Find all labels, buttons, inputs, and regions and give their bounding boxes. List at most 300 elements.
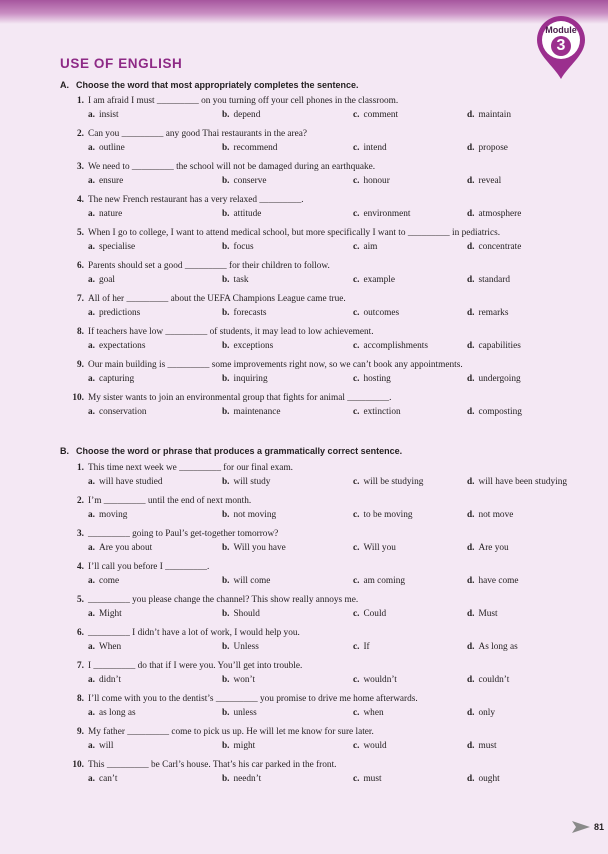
answer-option[interactable] [88, 241, 135, 253]
section-letter: A. [60, 80, 69, 90]
question-number: 6. [77, 628, 84, 638]
question-text: When I go to college, I want to attend medical school, but more specifically I want to _________ in pediatrics. [88, 228, 501, 238]
answer-option[interactable] [222, 542, 286, 554]
answer-option[interactable] [353, 340, 428, 352]
question [72, 462, 592, 488]
question [72, 227, 592, 253]
option-letter: c. [353, 341, 360, 351]
option-text: reveal [478, 176, 502, 186]
option-letter: d. [467, 642, 475, 652]
option-text: will study [233, 477, 271, 487]
options-row [72, 142, 592, 154]
option-letter: a. [88, 708, 95, 718]
option-letter: a. [88, 510, 95, 520]
option-letter: c. [353, 708, 360, 718]
question-text: This _________ be Carl’s house. That’s his car parked in the front. [88, 760, 337, 770]
question [72, 528, 592, 554]
options-row [72, 241, 592, 253]
option-letter: d. [467, 576, 475, 586]
answer-option[interactable] [467, 608, 498, 620]
question [72, 726, 592, 752]
question-line [72, 693, 592, 707]
option-text: not moving [233, 510, 277, 520]
answer-option[interactable] [222, 509, 276, 521]
answer-option[interactable] [467, 109, 511, 121]
option-text: ought [478, 774, 500, 784]
option-text: will be studying [363, 477, 424, 487]
option-letter: d. [467, 143, 475, 153]
answer-option[interactable] [353, 175, 390, 187]
question-line [72, 392, 592, 406]
option-letter: a. [88, 642, 95, 652]
question [72, 95, 592, 121]
question [72, 693, 592, 719]
option-text: comment [363, 110, 399, 120]
answer-option[interactable] [222, 208, 261, 220]
option-text: As long as [478, 642, 518, 652]
answer-option[interactable] [222, 142, 277, 154]
question-text: I am afraid I must _________ on you turning off your cell phones in the classroom. [88, 96, 399, 106]
option-letter: b. [222, 209, 230, 219]
options-row [72, 674, 592, 686]
answer-option[interactable] [88, 509, 127, 521]
option-text: Should [233, 609, 260, 619]
option-letter: c. [353, 242, 360, 252]
option-text: will have studied [98, 477, 163, 487]
answer-option[interactable] [88, 641, 121, 653]
option-letter: c. [353, 407, 360, 417]
option-text: atmosphere [478, 209, 522, 219]
option-text: Must [478, 609, 498, 619]
answer-option[interactable] [467, 740, 497, 752]
question-line [72, 359, 592, 373]
option-text: Will you [363, 543, 396, 553]
question [72, 495, 592, 521]
option-text: would [363, 741, 387, 751]
answer-option[interactable] [88, 608, 122, 620]
option-letter: b. [222, 543, 230, 553]
option-letter: c. [353, 110, 360, 120]
answer-option[interactable] [353, 142, 387, 154]
option-letter: c. [353, 308, 360, 318]
option-letter: d. [467, 741, 475, 751]
answer-option[interactable] [467, 476, 567, 488]
option-letter: b. [222, 242, 230, 252]
option-text: might [233, 741, 256, 751]
question-line [72, 462, 592, 476]
question-text: All of her _________ about the UEFA Champions League came true. [88, 294, 346, 304]
section-instruction: Choose the word or phrase that produces a grammatically correct sentence. [76, 446, 403, 456]
option-text: Are you about [98, 543, 153, 553]
question-line [72, 660, 592, 674]
option-letter: c. [353, 477, 360, 487]
answer-option[interactable] [88, 542, 152, 554]
answer-option[interactable] [467, 641, 518, 653]
question-number: 4. [77, 562, 84, 572]
option-text: expectations [98, 341, 146, 351]
answer-option[interactable] [222, 241, 254, 253]
answer-option[interactable] [353, 707, 384, 719]
option-text: intend [363, 143, 387, 153]
option-letter: d. [467, 675, 475, 685]
option-text: needn’t [233, 774, 262, 784]
answer-option[interactable] [88, 109, 119, 121]
option-text: undergoing [478, 374, 521, 384]
answer-option[interactable] [88, 707, 136, 719]
option-letter: c. [353, 176, 360, 186]
answer-option[interactable] [353, 608, 386, 620]
question [72, 194, 592, 220]
options-row [72, 773, 592, 785]
option-text: outcomes [363, 308, 400, 318]
answer-option[interactable] [88, 674, 121, 686]
module-label: Module [545, 25, 577, 35]
options-row [72, 208, 592, 220]
option-letter: a. [88, 341, 95, 351]
question-text: _________ going to Paul’s get-together tomorrow? [88, 529, 279, 539]
answer-option[interactable] [467, 175, 501, 187]
option-text: am coming [363, 576, 406, 586]
option-text: can’t [98, 774, 118, 784]
answer-option[interactable] [222, 340, 273, 352]
option-text: aim [363, 242, 378, 252]
question-line [72, 726, 592, 740]
answer-option[interactable] [353, 476, 423, 488]
answer-option[interactable] [88, 476, 163, 488]
option-text: outline [98, 143, 125, 153]
option-letter: d. [467, 209, 475, 219]
option-letter: d. [467, 407, 475, 417]
question-number: 9. [77, 727, 84, 737]
answer-option[interactable] [88, 406, 147, 418]
question-text: Can you _________ any good Thai restaurants in the area? [88, 129, 308, 139]
option-text: conservation [98, 407, 147, 417]
question-number: 5. [77, 228, 84, 238]
question [72, 359, 592, 385]
option-letter: d. [467, 275, 475, 285]
answer-option[interactable] [88, 773, 117, 785]
section-letter: B. [60, 446, 69, 456]
answer-option[interactable] [88, 740, 113, 752]
question-line [72, 128, 592, 142]
answer-option[interactable] [353, 509, 413, 521]
option-letter: c. [353, 609, 360, 619]
options-row [72, 307, 592, 319]
option-letter: c. [353, 774, 360, 784]
option-text: not move [478, 510, 514, 520]
option-letter: a. [88, 374, 95, 384]
answer-option[interactable] [467, 707, 495, 719]
answer-option[interactable] [88, 575, 119, 587]
option-letter: a. [88, 110, 95, 120]
answer-option[interactable] [467, 406, 522, 418]
question-number: 8. [77, 694, 84, 704]
section-heading [60, 446, 402, 456]
module-badge [535, 15, 587, 81]
option-text: wouldn’t [363, 675, 397, 685]
answer-option[interactable] [467, 542, 509, 554]
question-line [72, 95, 592, 109]
answer-option[interactable] [88, 307, 140, 319]
answer-option[interactable] [88, 208, 122, 220]
answer-option[interactable] [222, 575, 270, 587]
question-line [72, 227, 592, 241]
option-text: goal [98, 275, 115, 285]
answer-option[interactable] [222, 740, 255, 752]
option-text: specialise [98, 242, 136, 252]
answer-option[interactable] [222, 674, 255, 686]
option-letter: d. [467, 242, 475, 252]
question-text: This time next week we _________ for our final exam. [88, 463, 293, 473]
option-letter: a. [88, 143, 95, 153]
option-letter: a. [88, 675, 95, 685]
option-text: will [98, 741, 114, 751]
option-text: must [478, 741, 497, 751]
option-letter: d. [467, 176, 475, 186]
answer-option[interactable] [88, 175, 123, 187]
option-text: to be moving [363, 510, 413, 520]
answer-option[interactable] [467, 509, 513, 521]
answer-option[interactable] [222, 307, 267, 319]
module-number: 3 [551, 36, 571, 56]
answer-option[interactable] [353, 307, 399, 319]
option-text: example [363, 275, 395, 285]
option-text: focus [233, 242, 254, 252]
answer-option[interactable] [467, 208, 521, 220]
option-text: unless [233, 708, 257, 718]
options-row [72, 373, 592, 385]
option-letter: d. [467, 708, 475, 718]
options-row [72, 476, 592, 488]
question-line [72, 759, 592, 773]
answer-option[interactable] [467, 373, 521, 385]
option-text: Unless [233, 642, 259, 652]
top-gradient-band [0, 0, 608, 24]
options-row [72, 575, 592, 587]
options-row [72, 109, 592, 121]
question-number: 7. [77, 661, 84, 671]
question-number: 10. [72, 393, 84, 403]
option-text: accomplishments [363, 341, 429, 351]
option-letter: a. [88, 576, 95, 586]
option-text: Could [363, 609, 387, 619]
answer-option[interactable] [353, 274, 395, 286]
question-text: I’m _________ until the end of next month. [88, 496, 252, 506]
question-line [72, 561, 592, 575]
options-row [72, 406, 592, 418]
option-text: composting [478, 407, 522, 417]
option-text: insist [98, 110, 119, 120]
option-letter: b. [222, 275, 230, 285]
option-letter: b. [222, 510, 230, 520]
option-letter: b. [222, 110, 230, 120]
option-text: inquiring [233, 374, 268, 384]
answer-option[interactable] [353, 406, 401, 418]
options-row [72, 340, 592, 352]
answer-option[interactable] [353, 674, 397, 686]
answer-option[interactable] [467, 142, 508, 154]
section-heading [60, 80, 359, 90]
option-text: will have been studying [478, 477, 568, 487]
question [72, 326, 592, 352]
answer-option[interactable] [88, 142, 125, 154]
option-letter: b. [222, 308, 230, 318]
option-text: exceptions [233, 341, 274, 351]
option-text: honour [363, 176, 390, 186]
answer-option[interactable] [353, 208, 410, 220]
option-text: attitude [233, 209, 262, 219]
option-letter: a. [88, 209, 95, 219]
answer-option[interactable] [222, 773, 261, 785]
question [72, 293, 592, 319]
option-letter: b. [222, 576, 230, 586]
option-text: extinction [363, 407, 401, 417]
question-number: 1. [77, 96, 84, 106]
question-text: Our main building is _________ some improvements right now, so we can’t book any appointments. [88, 360, 463, 370]
question-text: I _________ do that if I were you. You’ll get into trouble. [88, 661, 303, 671]
option-text: when [363, 708, 384, 718]
option-letter: b. [222, 774, 230, 784]
answer-option[interactable] [467, 307, 508, 319]
option-text: If [363, 642, 370, 652]
answer-option[interactable] [222, 641, 259, 653]
answer-option[interactable] [222, 707, 257, 719]
answer-option[interactable] [88, 274, 115, 286]
option-text: won’t [233, 675, 256, 685]
option-text: capturing [98, 374, 135, 384]
option-letter: a. [88, 308, 95, 318]
option-letter: b. [222, 143, 230, 153]
option-letter: b. [222, 407, 230, 417]
option-text: must [363, 774, 382, 784]
question-line [72, 194, 592, 208]
question-line [72, 528, 592, 542]
answer-option[interactable] [467, 773, 500, 785]
answer-option[interactable] [353, 373, 391, 385]
option-text: capabilities [478, 341, 521, 351]
question-text: I’ll come with you to the dentist’s _________ you promise to drive me home afterwards. [88, 694, 418, 704]
answer-option[interactable] [353, 641, 370, 653]
option-letter: b. [222, 708, 230, 718]
option-text: Will you have [233, 543, 286, 553]
option-text: propose [478, 143, 508, 153]
option-letter: a. [88, 741, 95, 751]
option-letter: d. [467, 609, 475, 619]
question-number: 3. [77, 529, 84, 539]
answer-option[interactable] [467, 274, 510, 286]
answer-option[interactable] [353, 241, 377, 253]
answer-option[interactable] [467, 575, 519, 587]
options-row [72, 641, 592, 653]
question-number: 10. [72, 760, 84, 770]
question-number: 5. [77, 595, 84, 605]
answer-option[interactable] [222, 175, 267, 187]
option-text: maintain [478, 110, 512, 120]
option-letter: c. [353, 510, 360, 520]
option-text: environment [363, 209, 411, 219]
answer-option[interactable] [222, 373, 268, 385]
option-text: didn’t [98, 675, 122, 685]
question-number: 7. [77, 294, 84, 304]
option-text: moving [98, 510, 128, 520]
option-letter: a. [88, 275, 95, 285]
answer-option[interactable] [353, 109, 398, 121]
question [72, 260, 592, 286]
answer-option[interactable] [467, 674, 509, 686]
option-letter: d. [467, 341, 475, 351]
answer-option[interactable] [353, 740, 387, 752]
answer-option[interactable] [353, 542, 396, 554]
question [72, 660, 592, 686]
option-letter: a. [88, 774, 95, 784]
question-line [72, 161, 592, 175]
option-text: will come [233, 576, 271, 586]
option-text: hosting [363, 374, 391, 384]
answer-option[interactable] [88, 373, 134, 385]
options-row [72, 608, 592, 620]
question-text: My sister wants to join an environmental group that fights for animal _________. [88, 393, 392, 403]
option-text: couldn’t [478, 675, 510, 685]
option-letter: b. [222, 176, 230, 186]
question [72, 561, 592, 587]
option-letter: c. [353, 642, 360, 652]
arrow-right-icon [572, 821, 590, 833]
option-text: depend [233, 110, 261, 120]
option-letter: a. [88, 609, 95, 619]
option-text: concentrate [478, 242, 522, 252]
option-letter: c. [353, 374, 360, 384]
question [72, 594, 592, 620]
answer-option[interactable] [467, 340, 521, 352]
question-number: 8. [77, 327, 84, 337]
question-number: 9. [77, 360, 84, 370]
question-text: If teachers have low _________ of students, it may lead to low achievement. [88, 327, 374, 337]
option-text: have come [478, 576, 519, 586]
option-letter: a. [88, 407, 95, 417]
question-line [72, 326, 592, 340]
answer-option[interactable] [88, 340, 145, 352]
question [72, 128, 592, 154]
answer-option[interactable] [222, 406, 280, 418]
question-text: My father _________ come to pick us up. He will let me know for sure later. [88, 727, 374, 737]
option-letter: d. [467, 510, 475, 520]
option-letter: b. [222, 675, 230, 685]
question-number: 6. [77, 261, 84, 271]
question-number: 4. [77, 195, 84, 205]
options-row [72, 274, 592, 286]
answer-option[interactable] [353, 773, 382, 785]
option-letter: b. [222, 609, 230, 619]
question-line [72, 495, 592, 509]
option-letter: d. [467, 308, 475, 318]
answer-option[interactable] [467, 241, 521, 253]
answer-option[interactable] [222, 608, 260, 620]
option-text: predictions [98, 308, 141, 318]
answer-option[interactable] [353, 575, 405, 587]
option-letter: b. [222, 741, 230, 751]
answer-option[interactable] [222, 476, 270, 488]
option-text: task [233, 275, 249, 285]
answer-option[interactable] [222, 274, 248, 286]
option-text: recommend [233, 143, 278, 153]
option-text: Are you [478, 543, 509, 553]
option-text: Might [98, 609, 122, 619]
options-row [72, 740, 592, 752]
answer-option[interactable] [222, 109, 260, 121]
option-letter: c. [353, 675, 360, 685]
option-text: remarks [478, 308, 509, 318]
question [72, 392, 592, 418]
